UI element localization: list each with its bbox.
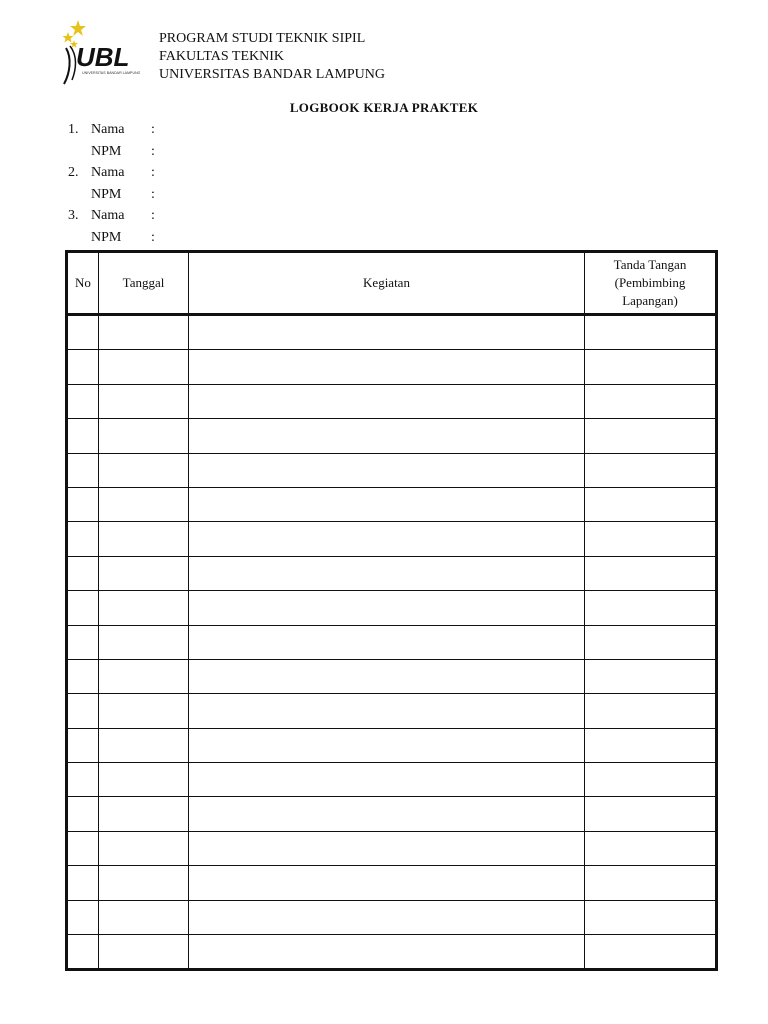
cell-kegiatan[interactable] bbox=[189, 419, 585, 453]
identity-label: NPM bbox=[91, 186, 122, 202]
cell-tanda-tangan[interactable] bbox=[585, 935, 717, 970]
column-header-kegiatan: Kegiatan bbox=[189, 252, 585, 315]
cell-no[interactable] bbox=[67, 350, 99, 384]
identity-number: 3. bbox=[68, 208, 79, 223]
identity-label: Nama bbox=[91, 122, 125, 137]
cell-kegiatan[interactable] bbox=[189, 315, 585, 350]
cell-tanggal[interactable] bbox=[99, 419, 189, 453]
column-header-tanggal: Tanggal bbox=[99, 252, 189, 315]
cell-tanggal[interactable] bbox=[99, 763, 189, 797]
cell-tanggal[interactable] bbox=[99, 453, 189, 487]
table-row bbox=[67, 591, 717, 625]
identity-row bbox=[68, 186, 268, 204]
cell-tanggal[interactable] bbox=[99, 831, 189, 865]
identity-row bbox=[68, 121, 268, 139]
cell-tanggal[interactable] bbox=[99, 487, 189, 521]
cell-no[interactable] bbox=[67, 728, 99, 762]
identity-number: 1. bbox=[68, 122, 79, 137]
cell-tanda-tangan[interactable] bbox=[585, 831, 717, 865]
identity-row bbox=[68, 164, 268, 182]
program-name: PROGRAM STUDI TEKNIK SIPIL bbox=[159, 31, 366, 46]
cell-tanda-tangan[interactable] bbox=[585, 763, 717, 797]
cell-kegiatan[interactable] bbox=[189, 659, 585, 693]
table-row bbox=[67, 728, 717, 762]
university-logo bbox=[60, 18, 140, 88]
cell-tanda-tangan[interactable] bbox=[585, 866, 717, 900]
cell-tanggal[interactable] bbox=[99, 900, 189, 934]
identity-label: NPM bbox=[91, 229, 122, 245]
cell-tanggal[interactable] bbox=[99, 728, 189, 762]
cell-no[interactable] bbox=[67, 900, 99, 934]
cell-kegiatan[interactable] bbox=[189, 591, 585, 625]
cell-tanda-tangan[interactable] bbox=[585, 556, 717, 590]
cell-tanggal[interactable] bbox=[99, 591, 189, 625]
cell-no[interactable] bbox=[67, 384, 99, 418]
table-row bbox=[67, 453, 717, 487]
university-name: UNIVERSITAS BANDAR LAMPUNG bbox=[159, 67, 386, 82]
table-row bbox=[67, 763, 717, 797]
table-row bbox=[67, 384, 717, 418]
cell-kegiatan[interactable] bbox=[189, 797, 585, 831]
logo-tagline: UNIVERSITAS BANDAR LAMPUNG bbox=[82, 71, 140, 75]
cell-kegiatan[interactable] bbox=[189, 625, 585, 659]
pembimbing-line: (Pembimbing bbox=[614, 275, 686, 290]
table-row bbox=[67, 866, 717, 900]
table-body bbox=[67, 315, 717, 970]
table-row bbox=[67, 315, 717, 350]
cell-no[interactable] bbox=[67, 315, 99, 350]
table-header-row bbox=[67, 252, 717, 315]
identity-colon: : bbox=[151, 143, 155, 159]
cell-kegiatan[interactable] bbox=[189, 831, 585, 865]
cell-no[interactable] bbox=[67, 866, 99, 900]
cell-tanda-tangan[interactable] bbox=[585, 625, 717, 659]
cell-tanda-tangan[interactable] bbox=[585, 522, 717, 556]
cell-tanggal[interactable] bbox=[99, 625, 189, 659]
cell-kegiatan[interactable] bbox=[189, 384, 585, 418]
cell-no[interactable] bbox=[67, 659, 99, 693]
identity-label: Nama bbox=[91, 208, 125, 223]
cell-no[interactable] bbox=[67, 487, 99, 521]
table-row bbox=[67, 487, 717, 521]
identity-number: 2. bbox=[68, 165, 79, 180]
cell-kegiatan[interactable] bbox=[189, 866, 585, 900]
cell-tanda-tangan[interactable] bbox=[585, 797, 717, 831]
table-row bbox=[67, 419, 717, 453]
cell-kegiatan[interactable] bbox=[189, 487, 585, 521]
cell-tanda-tangan[interactable] bbox=[585, 487, 717, 521]
cell-no[interactable] bbox=[67, 556, 99, 590]
cell-tanggal[interactable] bbox=[99, 556, 189, 590]
cell-no[interactable] bbox=[67, 831, 99, 865]
table-row bbox=[67, 797, 717, 831]
table-row bbox=[67, 900, 717, 934]
table-row bbox=[67, 522, 717, 556]
identity-colon: : bbox=[151, 208, 155, 223]
cell-tanggal[interactable] bbox=[99, 935, 189, 970]
cell-tanda-tangan[interactable] bbox=[585, 659, 717, 693]
cell-tanda-tangan[interactable] bbox=[585, 315, 717, 350]
cell-kegiatan[interactable] bbox=[189, 763, 585, 797]
table-row bbox=[67, 350, 717, 384]
cell-tanda-tangan[interactable] bbox=[585, 350, 717, 384]
tanda-tangan-line: Tanda Tangan bbox=[613, 257, 687, 272]
cell-no[interactable] bbox=[67, 522, 99, 556]
identity-row bbox=[68, 207, 268, 225]
logbook-table-wrapper bbox=[65, 250, 715, 972]
table-row bbox=[67, 625, 717, 659]
identity-label: NPM bbox=[91, 143, 122, 159]
page-title: LOGBOOK KERJA PRAKTEK bbox=[289, 100, 479, 115]
cell-tanda-tangan[interactable] bbox=[585, 384, 717, 418]
cell-tanda-tangan[interactable] bbox=[585, 419, 717, 453]
identity-colon: : bbox=[151, 186, 155, 202]
cell-tanda-tangan[interactable] bbox=[585, 900, 717, 934]
cell-tanggal[interactable] bbox=[99, 315, 189, 350]
cell-no[interactable] bbox=[67, 694, 99, 728]
logo-text: UBL bbox=[76, 42, 130, 72]
cell-tanda-tangan[interactable] bbox=[585, 591, 717, 625]
cell-tanggal[interactable] bbox=[99, 384, 189, 418]
cell-tanggal[interactable] bbox=[99, 522, 189, 556]
identity-row bbox=[68, 229, 268, 247]
institution-header bbox=[159, 30, 385, 84]
cell-kegiatan[interactable] bbox=[189, 935, 585, 970]
cell-tanggal[interactable] bbox=[99, 797, 189, 831]
cell-kegiatan[interactable] bbox=[189, 522, 585, 556]
identity-colon: : bbox=[151, 165, 155, 180]
table-row bbox=[67, 935, 717, 970]
logo-star-icon bbox=[70, 20, 86, 36]
cell-tanggal[interactable] bbox=[99, 659, 189, 693]
table-row bbox=[67, 694, 717, 728]
cell-tanggal[interactable] bbox=[99, 866, 189, 900]
cell-tanggal[interactable] bbox=[99, 350, 189, 384]
faculty-name: FAKULTAS TEKNIK bbox=[159, 49, 285, 64]
cell-kegiatan[interactable] bbox=[189, 350, 585, 384]
cell-tanda-tangan[interactable] bbox=[585, 694, 717, 728]
cell-no[interactable] bbox=[67, 625, 99, 659]
cell-no[interactable] bbox=[67, 591, 99, 625]
cell-kegiatan[interactable] bbox=[189, 728, 585, 762]
identity-row bbox=[68, 143, 268, 161]
cell-kegiatan[interactable] bbox=[189, 900, 585, 934]
cell-kegiatan[interactable] bbox=[189, 556, 585, 590]
cell-tanda-tangan[interactable] bbox=[585, 453, 717, 487]
cell-tanggal[interactable] bbox=[99, 694, 189, 728]
cell-no[interactable] bbox=[67, 935, 99, 970]
logo-star-icon bbox=[63, 32, 74, 43]
table-row bbox=[67, 659, 717, 693]
table-row bbox=[67, 831, 717, 865]
identity-label: Nama bbox=[91, 165, 125, 180]
cell-tanda-tangan[interactable] bbox=[585, 728, 717, 762]
cell-no[interactable] bbox=[67, 453, 99, 487]
column-header-tanda-tangan bbox=[585, 252, 717, 315]
identity-colon: : bbox=[151, 229, 155, 245]
cell-no[interactable] bbox=[67, 763, 99, 797]
column-header-no: No bbox=[67, 252, 99, 315]
cell-kegiatan[interactable] bbox=[189, 694, 585, 728]
cell-no[interactable] bbox=[67, 797, 99, 831]
identity-colon: : bbox=[151, 122, 155, 137]
cell-kegiatan[interactable] bbox=[189, 453, 585, 487]
cell-no[interactable] bbox=[67, 419, 99, 453]
lapangan-line: Lapangan) bbox=[622, 293, 678, 308]
table-row bbox=[67, 556, 717, 590]
logbook-table bbox=[65, 250, 718, 971]
